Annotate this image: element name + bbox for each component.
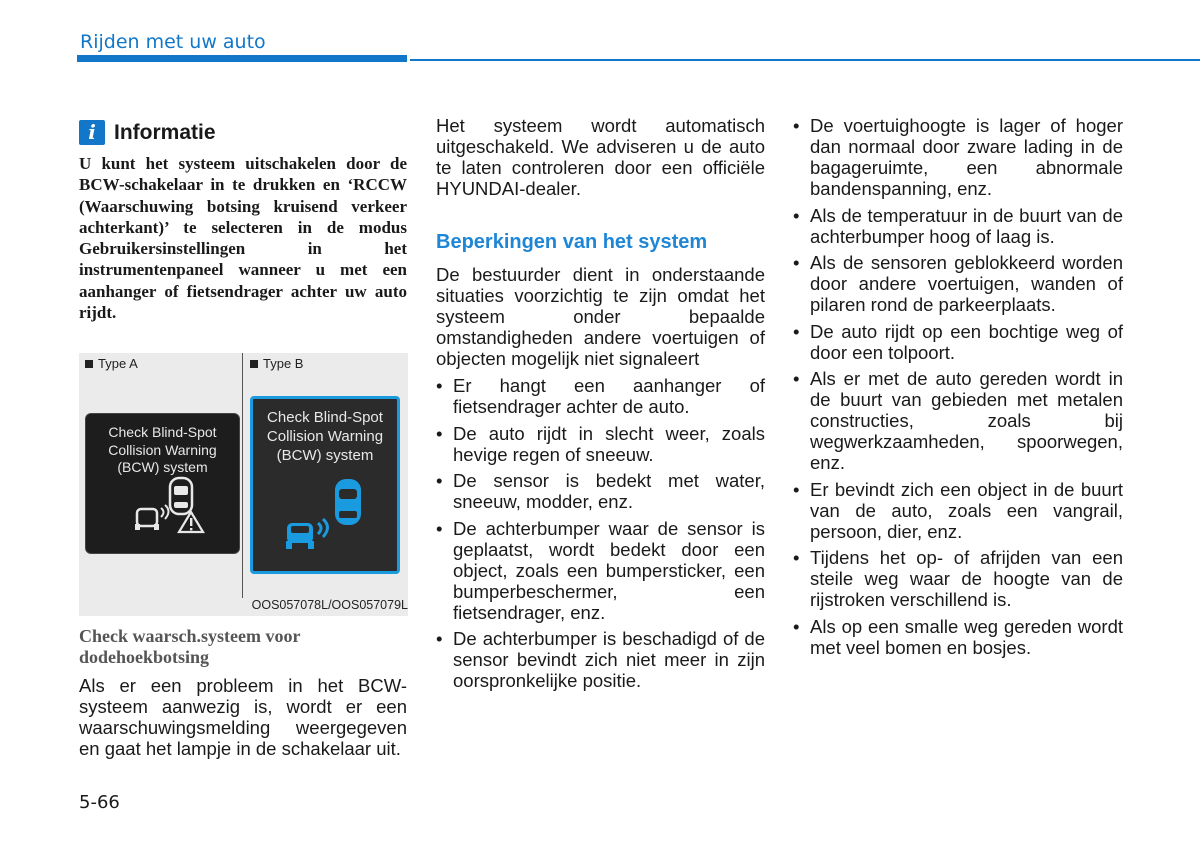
check-heading: Check waarsch.systeem voor dodehoekbotsing — [79, 626, 301, 667]
type-b-label: Type B — [250, 356, 303, 371]
limitations-lead: De bestuurder dient in onderstaande situaties voorzichtig te zijn omdat het systeem onder bepaalde omstandigheden andere voertuigen of objecten mogelijk niet signaleert — [436, 264, 765, 369]
header-rule-thin — [410, 59, 1200, 61]
type-b-cluster-display — [250, 396, 400, 574]
header-rule-thick — [77, 55, 407, 62]
list-item: • De sensor is bedekt met water, sneeuw, modder, enz. — [436, 470, 765, 512]
type-a-cluster-display — [85, 413, 240, 554]
list-item: • Er bevindt zich een object in de buurt van de auto, zoals een vangrail, persoon, dier, enz. — [793, 479, 1123, 542]
blind-spot-vehicle-icon — [283, 479, 368, 554]
list-item: • Er hangt een aanhanger of fietsendrager achter de auto. — [436, 375, 765, 417]
list-item: • De achterbumper waar de sensor is geplaatst, wordt bedekt door een object, zoals een bumpersticker, een bumperbeschermer, een fietsendrager, enz. — [436, 518, 765, 623]
list-item: • De auto rijdt in slecht weer, zoals hevige regen of sneeuw. — [436, 423, 765, 465]
list-item: • Als de temperatuur in de buurt van de achterbumper hoog of laag is. — [793, 205, 1123, 247]
right-bullet-list — [793, 115, 1123, 663]
list-item: • De auto rijdt op een bochtige weg of door een tolpoort. — [793, 321, 1123, 363]
section-title: Rijden met uw auto — [80, 31, 266, 53]
list-item: • Tijdens het op- of afrijden van een steile weg waar de hoogte van de rijstroken verschillend is. — [793, 547, 1123, 610]
list-item: • Als de sensoren geblokkeerd worden door andere voertuigen, wanden of pilaren rond de parkeerplaats. — [793, 252, 1123, 315]
list-item: • Als er met de auto gereden wordt in de buurt van gebieden met metalen constructies, zoals bij wegwerkzaamheden, spoorwegen, enz. — [793, 368, 1123, 473]
type-a-message: Check Blind-Spot Collision Warning (BCW) system — [108, 424, 217, 475]
figure-caption: OOS057078L/OOS057079L — [251, 598, 408, 612]
info-heading: Informatie — [114, 121, 216, 144]
page-number: 5-66 — [79, 792, 120, 813]
list-item: • De achterbumper is beschadigd of de sensor bevindt zich niet meer in zijn oorspronkelijke positie. — [436, 628, 765, 691]
bcw-figure — [79, 353, 408, 616]
info-icon: i — [79, 120, 105, 145]
middle-intro: Het systeem wordt automatisch uitgeschakeld. We adviseren u de auto te laten controleren door een officiële HYUNDAI-dealer. — [436, 115, 765, 199]
info-text: U kunt het systeem uitschakelen door de BCW-schakelaar in te drukken en ‘RCCW (Waarschuwing botsing kruisend verkeer achterkant)’ te selecteren in de modus Gebruikersinstellingen in het instrumentenpaneel wanneer u met een aanhanger of fietsendrager achter uw auto rijdt. — [79, 154, 407, 323]
list-item: • De voertuighoogte is lager of hoger dan normaal door zware lading in de bagageruimte, een abnormale bandenspanning, enz. — [793, 115, 1123, 199]
type-b-message: Check Blind-Spot Collision Warning (BCW) system — [266, 409, 384, 464]
check-text: Als er een probleem in het BCW-systeem aanwezig is, wordt er een waarschuwingsmelding weergegeven en gaat het lampje in de schakelaar uit. — [79, 675, 407, 759]
middle-bullet-list — [436, 375, 765, 697]
type-a-label: Type A — [85, 356, 138, 371]
figure-divider — [242, 353, 243, 598]
list-item: • Als op een smalle weg gereden wordt met veel bomen en bosjes. — [793, 616, 1123, 658]
blind-spot-warning-icon — [131, 476, 211, 538]
limitations-heading: Beperkingen van het system — [436, 231, 708, 253]
